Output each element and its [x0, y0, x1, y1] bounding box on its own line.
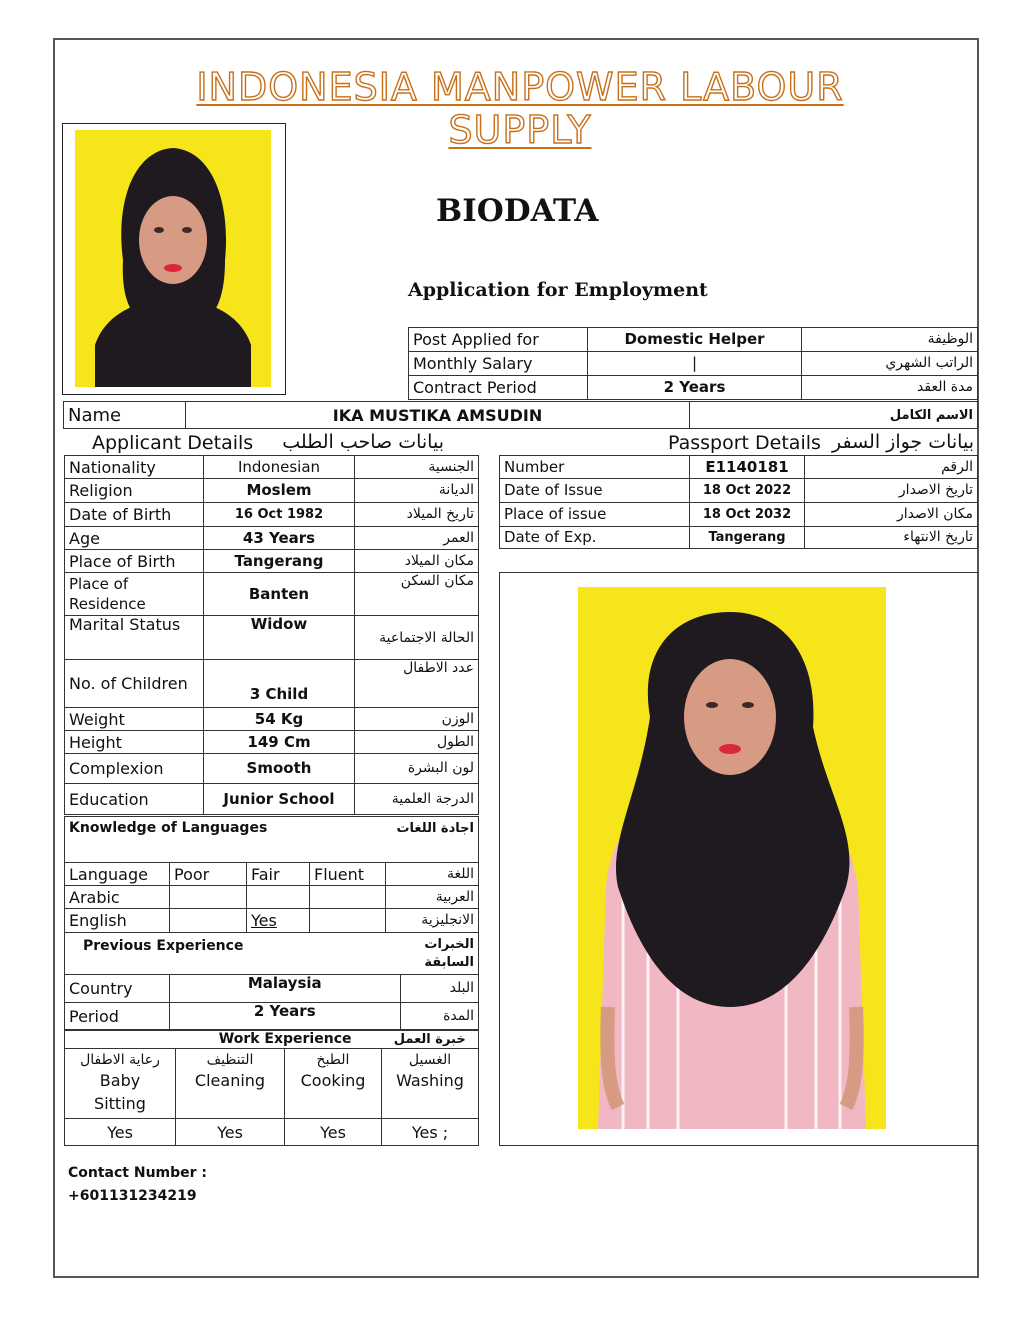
country-label-ar: البلد	[400, 975, 479, 1003]
applicant-row	[65, 456, 479, 479]
field-value: 54 Kg	[204, 708, 355, 731]
applicant-row	[65, 754, 479, 784]
col-poor: Poor	[170, 863, 247, 886]
full-body-photo	[578, 587, 886, 1129]
language-fluent-cell	[310, 886, 386, 909]
work-heading: Work Experience	[65, 1030, 382, 1049]
passport-value: Tangerang	[690, 527, 805, 549]
post-value: |	[588, 352, 802, 376]
experience-heading: Previous Experience	[65, 933, 401, 975]
skill-label-ar: التنظيف	[206, 1052, 254, 1068]
languages-header-row	[65, 863, 479, 886]
company-name: INDONESIA MANPOWER LABOUR SUPPLY	[196, 65, 844, 152]
post-label-ar: الوظيفة	[802, 328, 978, 352]
work-skill	[382, 1049, 479, 1119]
work-heading-ar: خبرة العمل	[382, 1030, 479, 1049]
passport-label-ar: تاريخ الاصدار	[805, 479, 978, 503]
skill-value: Yes	[176, 1119, 285, 1146]
field-label-ar: عدد الاطفال	[355, 660, 479, 708]
post-row	[409, 352, 978, 376]
passport-value: 18 Oct 2032	[690, 503, 805, 527]
passport-photo-frame	[62, 123, 286, 395]
work-skill	[285, 1049, 382, 1119]
name-label-ar: الاسم الكامل	[690, 402, 978, 429]
experience-row	[65, 1003, 479, 1031]
skill-value: Yes	[65, 1119, 176, 1146]
field-label-ar: تاريخ الميلاد	[355, 503, 479, 527]
language-row	[65, 909, 479, 933]
experience-table	[64, 932, 479, 1031]
language-row	[65, 886, 479, 909]
post-value: Domestic Helper	[588, 328, 802, 352]
country-value: Malaysia	[170, 975, 401, 1003]
post-label: Monthly Salary	[409, 352, 588, 376]
language-fair-cell	[247, 886, 310, 909]
field-value: Junior School	[204, 784, 355, 815]
field-label-ar: الجنسية	[355, 456, 479, 479]
applicant-heading: Applicant Details	[92, 432, 254, 454]
field-label-ar: لون البشرة	[355, 754, 479, 784]
applicant-row	[65, 479, 479, 503]
field-label-ar: العمر	[355, 527, 479, 550]
applicant-row	[65, 573, 479, 616]
applicant-row	[65, 708, 479, 731]
post-row	[409, 376, 978, 400]
skill-label-ar: رعاية الاطفال	[80, 1052, 160, 1068]
applicant-row	[65, 731, 479, 754]
passport-heading-ar: بيانات جواز السفر	[832, 431, 974, 453]
work-table	[64, 1029, 479, 1146]
field-label: Marital Status	[65, 616, 204, 660]
passport-label: Number	[500, 456, 690, 479]
field-label-ar: الدرجة العلمية	[355, 784, 479, 815]
field-label-ar: مكان السكن	[355, 573, 479, 616]
field-value: Indonesian	[204, 456, 355, 479]
name-value: IKA MUSTIKA AMSUDIN	[186, 402, 690, 429]
field-label-ar: الوزن	[355, 708, 479, 731]
post-label-ar: مدة العقد	[802, 376, 978, 400]
passport-table	[499, 455, 978, 549]
col-language: Language	[65, 863, 170, 886]
language-poor-cell	[170, 909, 247, 933]
languages-heading-ar: اجادة اللغات	[386, 817, 479, 863]
applicant-heading-ar: بيانات صاحب الطلب	[282, 431, 444, 453]
field-label: Weight	[65, 708, 204, 731]
field-label: Place of Residence	[65, 573, 204, 616]
applicant-row	[65, 527, 479, 550]
language-label-ar: العربية	[386, 886, 479, 909]
field-value: 43 Years	[204, 527, 355, 550]
work-value-row	[65, 1119, 479, 1146]
skill-label: Baby Sitting	[94, 1071, 146, 1113]
col-language-ar: اللغة	[386, 863, 479, 886]
field-value: 149 Cm	[204, 731, 355, 754]
language-fluent-cell	[310, 909, 386, 933]
experience-heading-ar: الخبرات السابقة	[400, 933, 479, 975]
field-label: Date of Birth	[65, 503, 204, 527]
applicant-row	[65, 616, 479, 660]
document-subtitle: Application for Employment	[408, 279, 708, 301]
passport-label-ar: تاريخ الانتهاء	[805, 527, 978, 549]
skill-label: Washing	[396, 1071, 464, 1090]
passport-heading: Passport Details	[668, 432, 821, 454]
post-label: Post Applied for	[409, 328, 588, 352]
skill-label: Cooking	[300, 1071, 366, 1090]
field-label: Nationality	[65, 456, 204, 479]
post-row	[409, 328, 978, 352]
passport-value: 18 Oct 2022	[690, 479, 805, 503]
skill-label-ar: الطبخ	[316, 1052, 350, 1068]
field-label: Religion	[65, 479, 204, 503]
work-skill	[65, 1049, 176, 1119]
skill-value: Yes ;	[382, 1119, 479, 1146]
passport-label-ar: الرقم	[805, 456, 978, 479]
language-fair-cell: Yes	[247, 909, 310, 933]
field-label-ar: الحالة الاجتماعية	[355, 616, 479, 660]
passport-label: Date of Exp.	[500, 527, 690, 549]
languages-table	[64, 816, 479, 933]
languages-heading-row	[65, 817, 479, 863]
applicant-row	[65, 784, 479, 815]
language-label: Arabic	[65, 886, 170, 909]
experience-row	[65, 975, 479, 1003]
experience-heading-row	[65, 933, 479, 975]
name-table	[63, 401, 978, 429]
post-value: 2 Years	[588, 376, 802, 400]
col-fair: Fair	[247, 863, 310, 886]
passport-label: Place of issue	[500, 503, 690, 527]
passport-row	[500, 479, 978, 503]
contact-number: +601131234219	[68, 1188, 197, 1204]
language-label: English	[65, 909, 170, 933]
passport-label-ar: مكان الاصدار	[805, 503, 978, 527]
applicant-table	[64, 455, 479, 815]
language-poor-cell	[170, 886, 247, 909]
passport-label: Date of Issue	[500, 479, 690, 503]
field-label-ar: مكان الميلاد	[355, 550, 479, 573]
period-label: Period	[65, 1003, 170, 1031]
post-table	[408, 327, 978, 400]
field-label-ar: الطول	[355, 731, 479, 754]
field-label: Height	[65, 731, 204, 754]
skill-label: Cleaning	[194, 1071, 266, 1090]
language-label-ar: الانجليزية	[386, 909, 479, 933]
period-label-ar: المدة	[400, 1003, 479, 1031]
country-label: Country	[65, 975, 170, 1003]
field-value: Widow	[204, 616, 355, 660]
field-label: Complexion	[65, 754, 204, 784]
document-title: BIODATA	[436, 193, 599, 229]
passport-row	[500, 456, 978, 479]
applicant-row	[65, 660, 479, 708]
skill-value: Yes	[285, 1119, 382, 1146]
passport-photo	[75, 130, 271, 387]
passport-row	[500, 503, 978, 527]
post-label-ar: الراتب الشهري	[802, 352, 978, 376]
field-value: Moslem	[204, 479, 355, 503]
name-label: Name	[64, 402, 186, 429]
passport-value: E1140181	[690, 456, 805, 479]
work-skill	[176, 1049, 285, 1119]
field-value: 16 Oct 1982	[204, 503, 355, 527]
post-label: Contract Period	[409, 376, 588, 400]
applicant-row	[65, 550, 479, 573]
field-label-ar: الديانة	[355, 479, 479, 503]
field-value: Tangerang	[204, 550, 355, 573]
field-value: Smooth	[204, 754, 355, 784]
col-fluent: Fluent	[310, 863, 386, 886]
contact-label: Contact Number :	[68, 1165, 208, 1181]
passport-row	[500, 527, 978, 549]
work-heading-row	[65, 1030, 479, 1049]
field-value: Banten	[204, 573, 355, 616]
period-value: 2 Years	[170, 1003, 401, 1031]
field-label: Age	[65, 527, 204, 550]
field-value: 3 Child	[204, 660, 355, 708]
work-skill-row	[65, 1049, 479, 1119]
field-label: No. of Children	[65, 660, 204, 708]
languages-heading: Knowledge of Languages	[65, 817, 386, 863]
skill-label-ar: الغسيل	[408, 1052, 452, 1068]
applicant-row	[65, 503, 479, 527]
field-label: Education	[65, 784, 204, 815]
field-label: Place of Birth	[65, 550, 204, 573]
